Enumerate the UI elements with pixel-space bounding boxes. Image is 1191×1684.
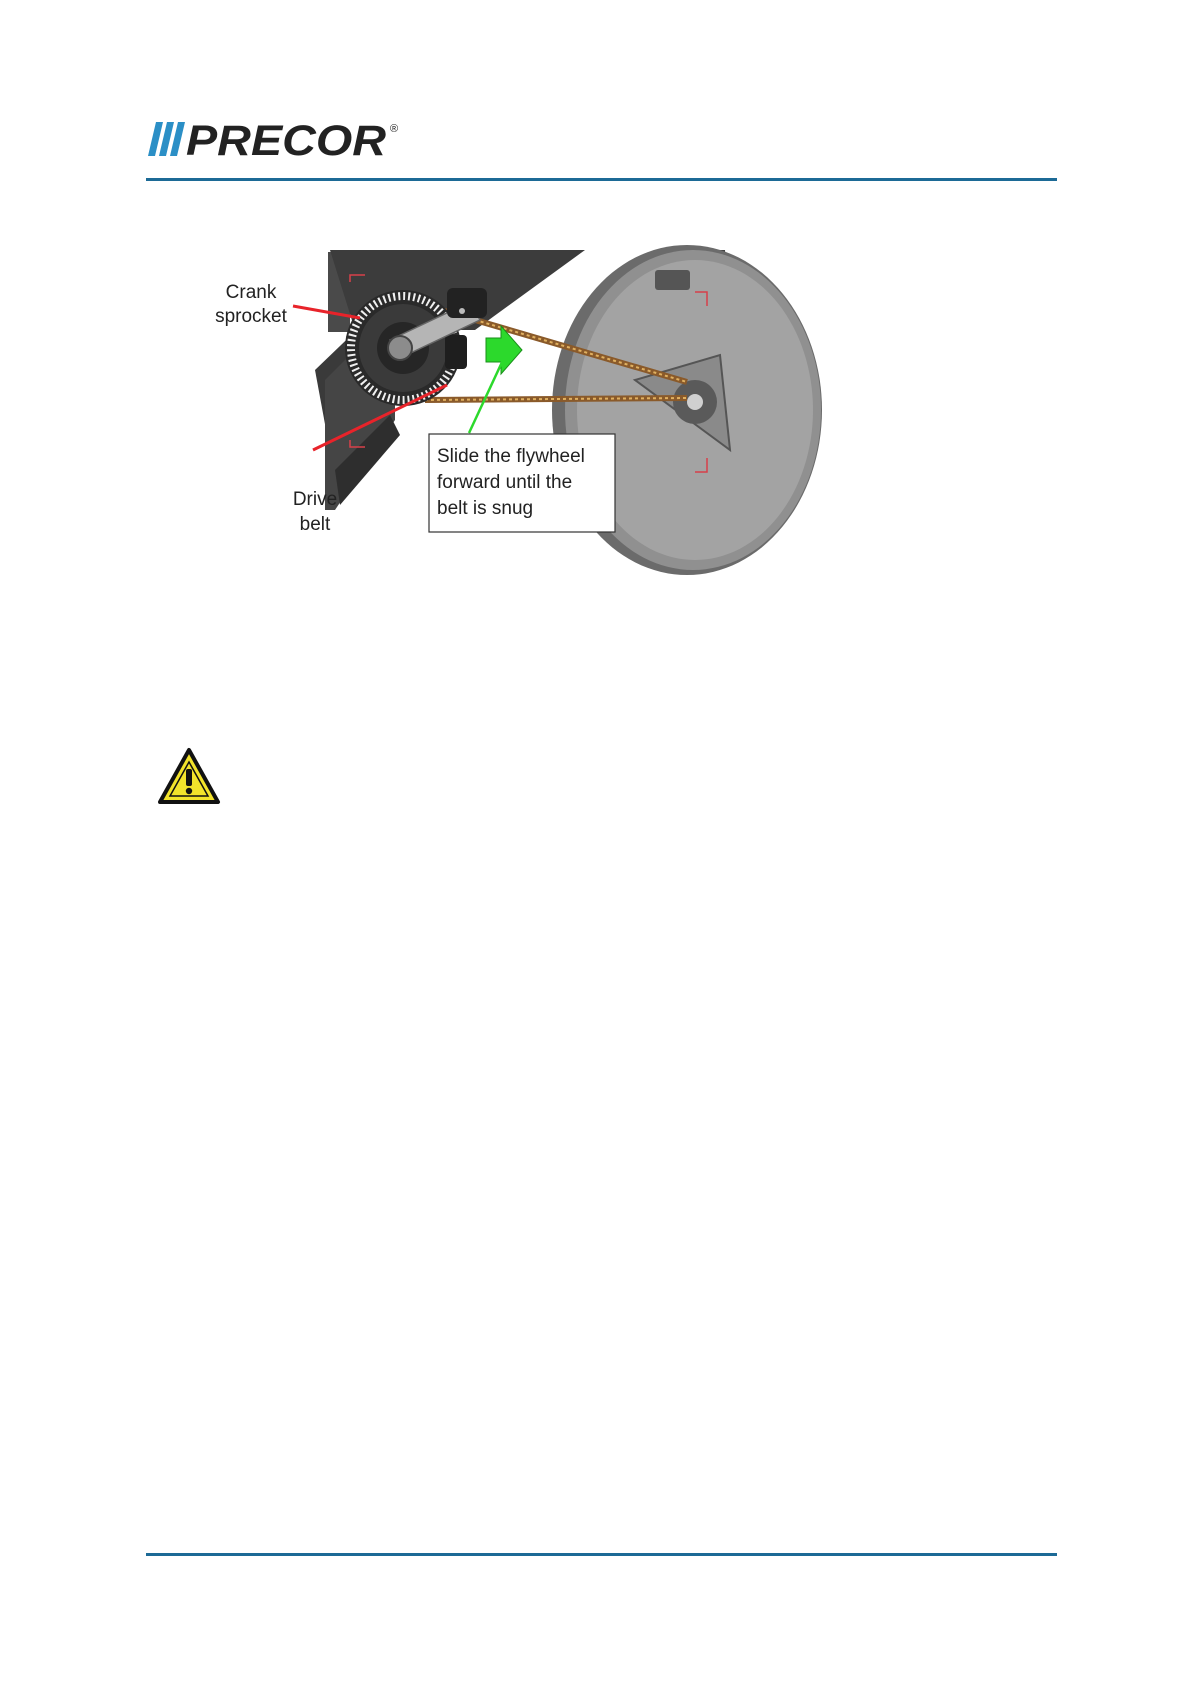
callout-box	[429, 434, 615, 532]
callout-text-line2: forward until the	[437, 472, 573, 493]
footer-rule	[146, 1553, 1057, 1556]
caution-triangle-icon	[157, 747, 221, 805]
drive-belt-label-2: belt	[299, 514, 331, 535]
crank-sprocket-label: Crank	[225, 282, 277, 303]
callout-text-line1: Slide the flywheel	[437, 446, 585, 467]
logo-wordmark: PRECOR	[186, 117, 386, 165]
header-rule	[146, 178, 1057, 181]
drive-belt-figure	[215, 240, 795, 570]
crank-sprocket-label-2: sprocket	[215, 306, 287, 327]
logo-registered-mark: ®	[390, 123, 399, 135]
drive-belt-label: Drive	[292, 489, 338, 510]
precor-logo	[148, 117, 408, 165]
callout-text-line3: belt is snug	[437, 498, 534, 519]
logo-stripes-icon	[148, 122, 185, 156]
